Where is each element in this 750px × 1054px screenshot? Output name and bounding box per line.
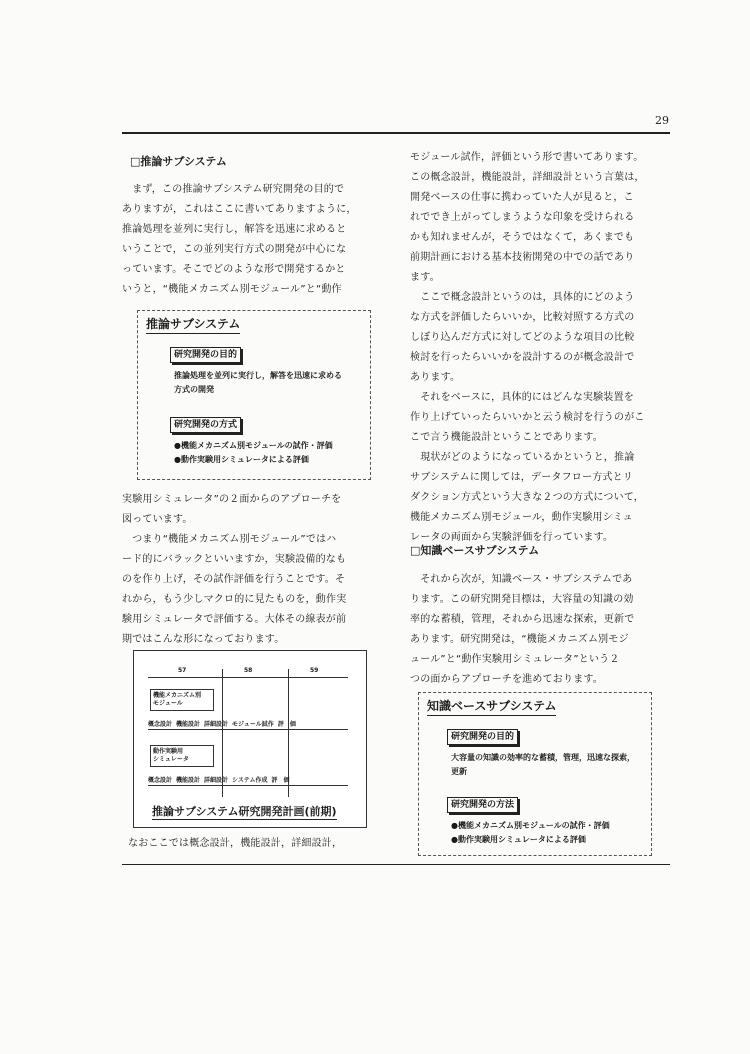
step: 評 価 xyxy=(277,721,296,728)
method-list xyxy=(174,439,369,467)
year-label: 57 xyxy=(178,667,187,674)
right-section-heading: □知識ベースサブシステム xyxy=(410,544,540,557)
label-line: シミュレータ xyxy=(153,756,189,763)
text-line: こで言う機能設計ということであります。 xyxy=(410,432,603,443)
text-line: ここで概念設計というのは，具体的にどのよう xyxy=(410,292,635,303)
text-line: 作り上げていったらいいかと云う検討を行うのがこ xyxy=(410,412,645,423)
inference-summary-box xyxy=(137,310,371,480)
step: モジュール試作 xyxy=(232,721,274,728)
label-line: 動作実験用 xyxy=(153,748,184,755)
text-line: それをベースに，具体的にはどんな実験装置を xyxy=(410,392,634,403)
text-line: いうと，“機能メカニズム別モジュール”と“動作 xyxy=(122,284,342,295)
method-item: ●動作実験用シミュレータによる評価 xyxy=(451,835,586,844)
step: 評 価 xyxy=(271,777,290,784)
right-para-5 xyxy=(410,570,675,690)
row-steps-simulator xyxy=(148,777,348,786)
year-label: 59 xyxy=(310,667,319,674)
text-line: 図っています。 xyxy=(122,514,193,525)
purpose-line: 推論処理を並列に実行し，解答を迅速に求める xyxy=(174,371,342,380)
text-line: あります。 xyxy=(410,372,461,383)
text-line: しぼり込んだ方式に対してどのような項目の比較 xyxy=(410,332,635,343)
text-line: なおここでは概念設計，機能設計，詳細設計， xyxy=(128,838,343,849)
method-item: ●動作実験用シミュレータによる評価 xyxy=(174,455,309,464)
text-line: まず，この推論サブシステム研究開発の目的で xyxy=(122,184,345,195)
row-label-simulator xyxy=(150,745,214,767)
text-line: 期ではこんな形になっております。 xyxy=(122,634,285,645)
text-line: ダクション方式という大きな２つの方式について， xyxy=(410,492,644,503)
text-line: 推論処理を並列に実行し，解答を迅速に求めると xyxy=(122,224,347,235)
step: 詳細設計 xyxy=(204,721,229,728)
text-line: 現状がどのようになっているかというと，推論 xyxy=(410,452,635,463)
right-para-1 xyxy=(410,148,675,548)
method-tag: 研究開発の方法 xyxy=(447,797,518,813)
text-line: ュール”と“動作実験用シミュレータ”という２ xyxy=(410,654,620,665)
step: 機能設計 xyxy=(176,721,201,728)
step: 機能設計 xyxy=(176,777,201,784)
purpose-text xyxy=(174,369,369,397)
timeline-axis xyxy=(148,677,348,678)
text-line: レータの両面から実験評価を行っています。 xyxy=(410,532,614,543)
text-line: いうことで，この並列実行方式の開発が中心にな xyxy=(122,244,347,255)
text-line: サブシステムに関しては，データフロー方式とリ xyxy=(410,472,633,483)
row-steps-module xyxy=(148,721,348,730)
purpose-tag: 研究開発の目的 xyxy=(447,729,518,745)
text-line: かも知れませんが，そうではなくて，あくまでも xyxy=(410,232,635,243)
label-line: モジュール xyxy=(153,700,183,707)
left-para-2 xyxy=(122,490,392,650)
text-line: 率的な蓄積，管理，それから迅速な探索，更新で xyxy=(410,614,635,625)
text-line: 実験用シミュレータ”の２面からのアプローチを xyxy=(122,494,342,505)
method-list xyxy=(451,819,649,847)
text-line: この概念設計，機能設計，詳細設計という言葉は， xyxy=(410,172,645,183)
schedule-diagram xyxy=(133,650,367,828)
text-line: つの面からアプローチを進めております。 xyxy=(410,674,603,685)
label-line: 機能メカニズム別 xyxy=(153,692,202,699)
text-line: つまり“機能メカニズム別モジュール”ではハ xyxy=(122,534,337,545)
step: 概念設計 xyxy=(148,721,173,728)
year-label: 58 xyxy=(244,667,253,674)
text-line: れででき上がってしまうような印象を受けられる xyxy=(410,212,635,223)
left-bottom-line xyxy=(128,834,398,854)
text-line: のを作り上げ，その試作評価を行うことです。そ xyxy=(122,574,346,585)
purpose-text xyxy=(451,751,649,779)
box-title: 知識ベースサブシステム xyxy=(427,697,556,716)
box-title: 推論サブシステム xyxy=(146,315,240,334)
text-line: 検討を行ったらいいかを設計するのが概念設計で xyxy=(410,352,635,363)
row-label-module xyxy=(150,689,214,711)
text-line: れから，もう少しマクロ的に見たものを，動作実 xyxy=(122,594,347,605)
purpose-line: 方式の開発 xyxy=(174,385,214,394)
text-line: 前期計画における基本技術開発の中での話であり xyxy=(410,252,635,263)
page-number: 29 xyxy=(655,114,669,127)
left-section-heading: □推論サブシステム xyxy=(130,155,227,168)
purpose-tag: 研究開発の目的 xyxy=(170,347,241,363)
text-line: な方式を評価したらいいか，比較対照する方式の xyxy=(410,312,635,323)
left-para-1 xyxy=(122,180,392,300)
step: 概念設計 xyxy=(148,777,173,784)
purpose-line: 大容量の知識の効率的な蓄積，管理，迅速な探索， xyxy=(451,753,635,762)
method-item: ●機能メカニズム別モジュールの試作・評価 xyxy=(174,441,333,450)
diagram-caption: 推論サブシステム研究開発計画(前期) xyxy=(152,805,337,818)
top-rule xyxy=(122,132,670,134)
text-line: 開発ベースの仕事に携わっていた人が見ると，こ xyxy=(410,192,634,203)
text-line: ます。 xyxy=(410,272,440,283)
text-line: っています。そこでどのような形で開発するかと xyxy=(122,264,346,275)
knowledge-summary-box xyxy=(418,692,652,856)
step: システム作成 xyxy=(232,777,268,784)
bottom-rule xyxy=(122,864,670,865)
text-line: 機能メカニズム別モジュール，動作実験用シミュ xyxy=(410,512,633,523)
text-line: ります。この研究開発目標は，大容量の知識の効 xyxy=(410,594,634,605)
purpose-line: 更新 xyxy=(451,767,467,776)
text-line: ード的にバラックといいますか，実験設備的なも xyxy=(122,554,347,565)
method-tag: 研究開発の方式 xyxy=(170,417,241,433)
text-line: モジュール試作，評価という形で書いてあります。 xyxy=(410,152,644,163)
text-line: 験用シミュレータで評価する。大体その線表が前 xyxy=(122,614,347,625)
text-line: あります。研究開発は，“機能メカニズム別モジ xyxy=(410,634,629,645)
method-item: ●機能メカニズム別モジュールの試作・評価 xyxy=(451,821,610,830)
text-line: それから次が，知識ベース・サブシステムであ xyxy=(410,574,633,585)
text-line: ありますが，これはここに書いてありますように， xyxy=(122,204,357,215)
step: 詳細設計 xyxy=(204,777,229,784)
